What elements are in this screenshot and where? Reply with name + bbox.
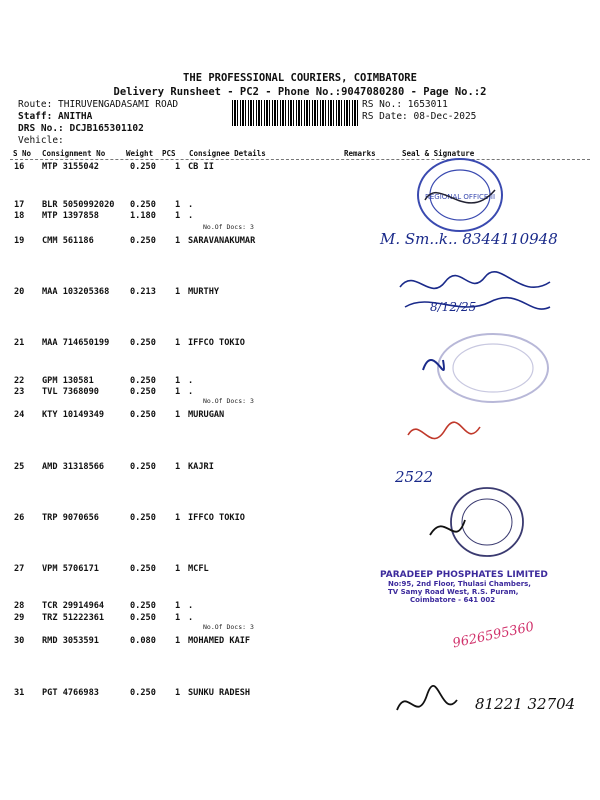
docs-note: No.Of Docs: 3: [203, 223, 254, 231]
stamp-line: TV Samy Road West, R.S. Puram,: [388, 588, 519, 596]
consignee-name: SARAVANAKUMAR: [188, 236, 256, 246]
consignment-no: KTY 10149349: [42, 410, 105, 420]
weight: 0.250: [130, 613, 156, 623]
consignment-no: TRZ 51222361: [42, 613, 105, 623]
consignment-no: GPM 130581: [42, 376, 94, 386]
pcs: 1: [175, 613, 181, 623]
pcs: 1: [175, 601, 181, 611]
sno: 22: [14, 376, 25, 386]
pcs: 1: [175, 636, 181, 646]
faint-stamp: [418, 330, 558, 410]
consignee-name: .: [188, 387, 194, 397]
company-stamp: [380, 570, 580, 604]
weight: 0.250: [130, 601, 156, 611]
consignee-name: SUNKU RADESH: [188, 688, 251, 698]
circular-stamp: [425, 480, 535, 570]
sno: 18: [14, 211, 25, 221]
pcs: 1: [175, 410, 181, 420]
sno: 25: [14, 462, 25, 472]
signature: [400, 415, 490, 455]
consignment-no: TCR 29914964: [42, 601, 105, 611]
stamp-line: PARADEEP PHOSPHATES LIMITED: [380, 570, 548, 580]
stamp-text: REGIONAL OFFICE-II: [424, 193, 496, 201]
sno: 17: [14, 200, 25, 210]
consignment-no: VPM 5706171: [42, 564, 99, 574]
consignee-name: MOHAMED KAIF: [188, 636, 251, 646]
sno: 28: [14, 601, 25, 611]
pcs: 1: [175, 564, 181, 574]
regional-office-stamp: [405, 155, 525, 240]
consignment-no: TRP 9070656: [42, 513, 99, 523]
weight: 0.250: [130, 410, 156, 420]
sno: 24: [14, 410, 25, 420]
route-label: Route: THIRUVENGADASAMI ROAD: [18, 99, 179, 110]
pcs: 1: [175, 387, 181, 397]
weight: 1.180: [130, 211, 156, 221]
weight: 0.250: [130, 462, 156, 472]
weight: 0.250: [130, 338, 156, 348]
consignment-no: BLR 5050992020: [42, 200, 115, 210]
pcs: 1: [175, 200, 181, 210]
sno: 21: [14, 338, 25, 348]
weight: 0.213: [130, 287, 156, 297]
consignment-no: CMM 561186: [42, 236, 94, 246]
pcs: 1: [175, 236, 181, 246]
handwritten-phone: 9626595360: [451, 619, 536, 652]
signature: [392, 680, 462, 728]
table-row: [0, 410, 600, 422]
consignee-name: IFFCO TOKIO: [188, 338, 245, 348]
col-weight: Weight: [126, 149, 154, 158]
staff-label: Staff: ANITHA: [18, 111, 93, 122]
signature: [390, 262, 560, 330]
consignment-no: MAA 714650199: [42, 338, 110, 348]
barcode: [232, 100, 358, 126]
weight: 0.250: [130, 564, 156, 574]
handwritten-number: 2522: [395, 468, 434, 486]
consignment-no: RMD 3053591: [42, 636, 99, 646]
sno: 19: [14, 236, 25, 246]
weight: 0.250: [130, 688, 156, 698]
weight: 0.250: [130, 387, 156, 397]
consignment-no: MTP 3155042: [42, 162, 99, 172]
consignee-name: MURUGAN: [188, 410, 225, 420]
sno: 26: [14, 513, 25, 523]
pcs: 1: [175, 162, 181, 172]
consignee-name: .: [188, 376, 194, 386]
sno: 29: [14, 613, 25, 623]
pcs: 1: [175, 338, 181, 348]
stamp-line: No:95, 2nd Floor, Thulasi Chambers,: [388, 580, 531, 588]
consignee-name: .: [188, 601, 194, 611]
drs-number: DRS No.: DCJB165301102: [18, 123, 144, 134]
handwritten-date: 8/12/25: [430, 300, 477, 314]
stamp-line: Coimbatore - 641 002: [410, 596, 496, 604]
consignee-name: KAJRI: [188, 462, 214, 472]
handwritten-phone: 81221 32704: [475, 695, 576, 713]
weight: 0.250: [130, 200, 156, 210]
sno: 23: [14, 387, 25, 397]
sno: 30: [14, 636, 25, 646]
handwritten-name-phone: M. Sm..k.. 8344110948: [380, 230, 558, 248]
consignee-name: .: [188, 200, 194, 210]
col-remarks: Remarks: [344, 149, 376, 158]
consignee-name: MCFL: [188, 564, 209, 574]
sno: 16: [14, 162, 25, 172]
pcs: 1: [175, 462, 181, 472]
consignee-name: CB II: [188, 162, 214, 172]
col-consignment: Consignment No: [42, 149, 106, 158]
weight: 0.250: [130, 376, 156, 386]
consignee-name: .: [188, 613, 194, 623]
docs-note: No.Of Docs: 3: [203, 623, 254, 631]
col-sno: S No: [13, 149, 32, 158]
sno: 27: [14, 564, 25, 574]
pcs: 1: [175, 287, 181, 297]
consignment-no: PGT 4766983: [42, 688, 99, 698]
consignee-name: IFFCO TOKIO: [188, 513, 245, 523]
document-title: THE PROFESSIONAL COURIERS, COIMBATORE: [183, 72, 417, 84]
weight: 0.250: [130, 513, 156, 523]
weight: 0.250: [130, 236, 156, 246]
consignment-no: AMD 31318566: [42, 462, 105, 472]
weight: 0.080: [130, 636, 156, 646]
consignment-no: TVL 7368090: [42, 387, 99, 397]
sno: 20: [14, 287, 25, 297]
pcs: 1: [175, 513, 181, 523]
document-subtitle: Delivery Runsheet - PC2 - Phone No.:9047080280 - Page No.:2: [113, 86, 487, 98]
col-pcs: PCS: [162, 149, 176, 158]
consignee-name: .: [188, 211, 194, 221]
consignment-no: MAA 103205368: [42, 287, 110, 297]
sno: 31: [14, 688, 25, 698]
weight: 0.250: [130, 162, 156, 172]
pcs: 1: [175, 688, 181, 698]
col-seal-signature: Seal & Signature: [402, 149, 475, 158]
docs-note: No.Of Docs: 3: [203, 397, 254, 405]
consignment-no: MTP 1397858: [42, 211, 99, 221]
table-row: [0, 462, 600, 474]
pcs: 1: [175, 211, 181, 221]
vehicle-label: Vehicle:: [18, 135, 64, 146]
rs-date: RS Date: 08-Dec-2025: [362, 111, 477, 122]
pcs: 1: [175, 376, 181, 386]
col-consignee: Consignee Details: [189, 149, 266, 158]
consignee-name: MURTHY: [188, 287, 220, 297]
rs-number: RS No.: 1653011: [362, 99, 448, 110]
